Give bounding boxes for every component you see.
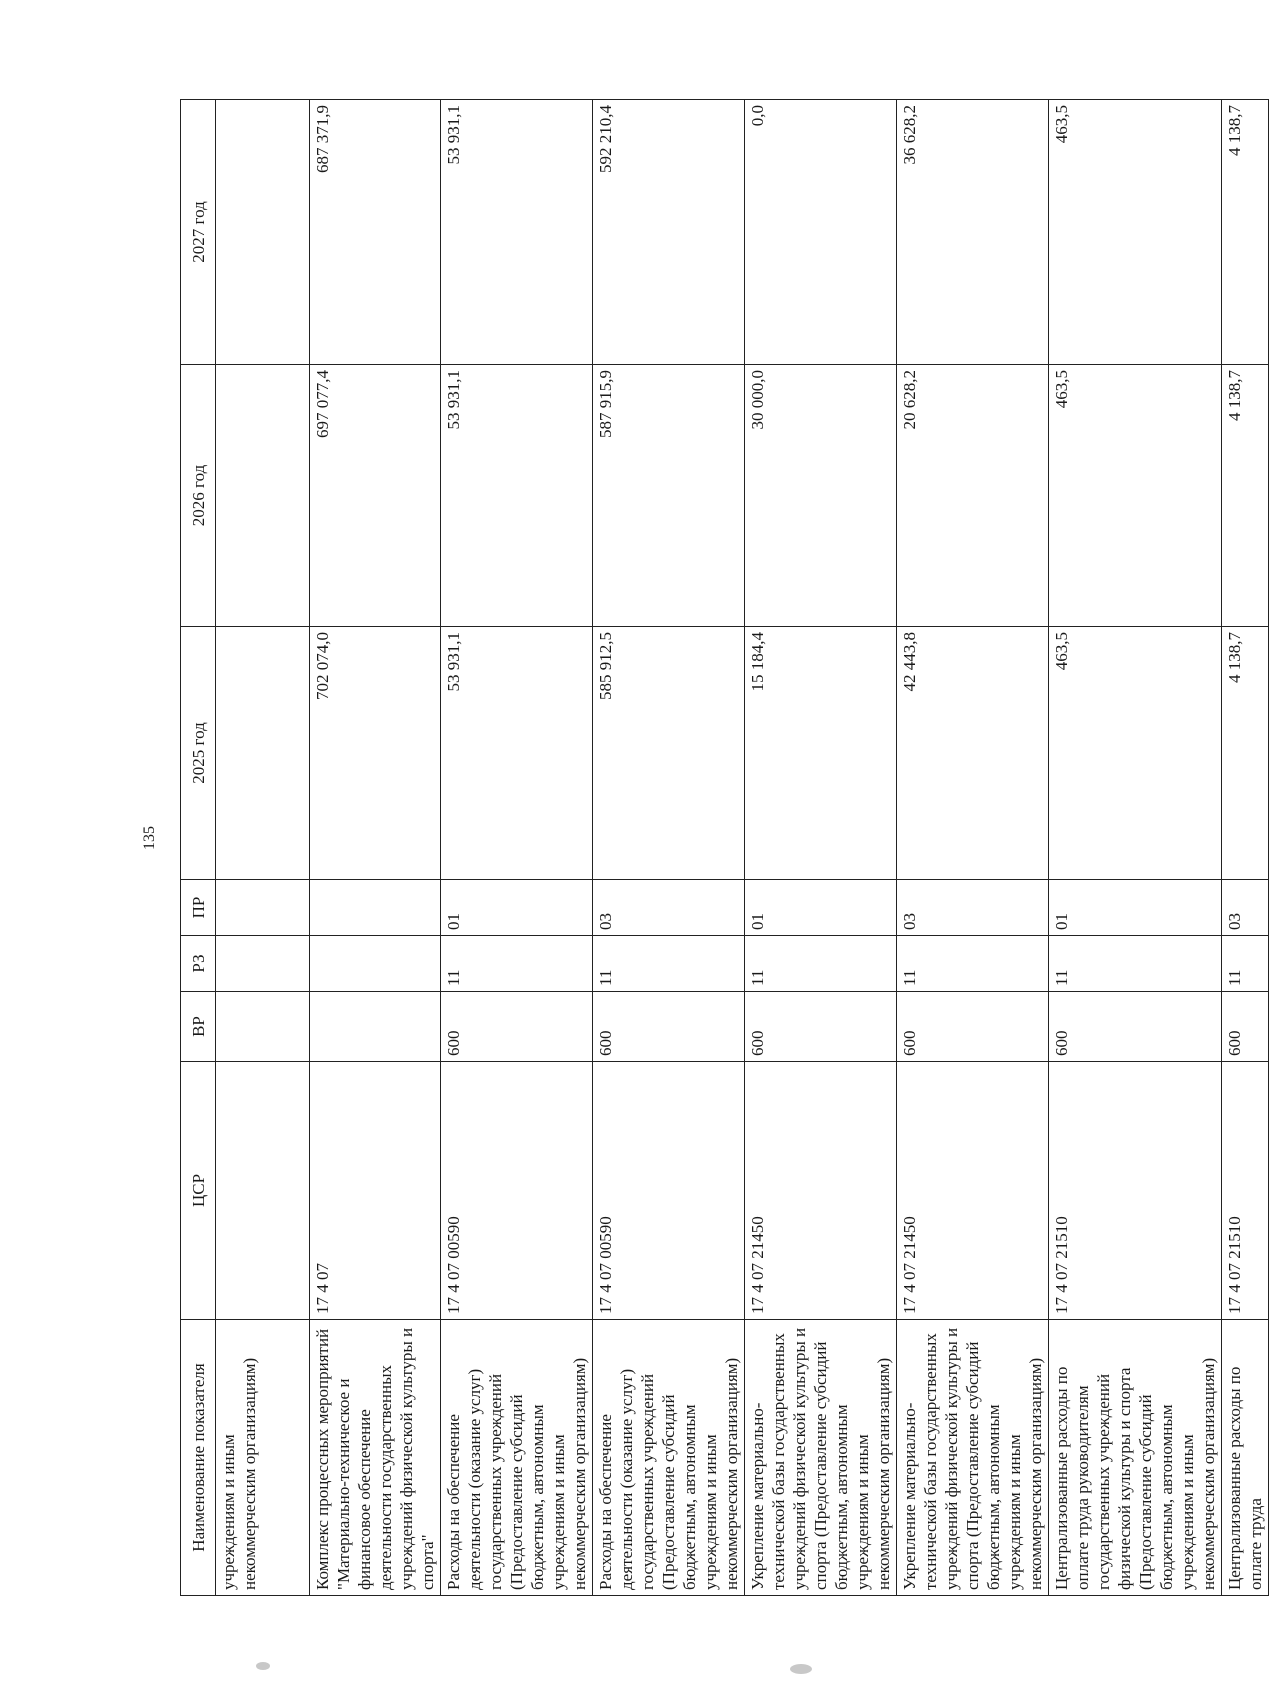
row-vr: 600 bbox=[1049, 992, 1222, 1062]
table-row bbox=[310, 100, 441, 1596]
row-rz: 11 bbox=[897, 936, 1049, 992]
row-2025: 4 138,7 bbox=[1222, 627, 1269, 880]
header-2027: 2027 год bbox=[181, 100, 216, 365]
table-row bbox=[745, 100, 897, 1596]
header-2025: 2025 год bbox=[181, 627, 216, 880]
row-pr: 01 bbox=[745, 880, 897, 936]
row-name: Централизованные расходы по оплате труда руководителям государственных учреждений физической культуры и спорта (Предоставление субсидий бюджетным, автономным учреждениям и иным некоммерческим организациям) bbox=[1049, 1320, 1222, 1596]
page-number: 135 bbox=[141, 826, 158, 850]
row-2027: 53 931,1 bbox=[441, 100, 593, 365]
row-pr: 01 bbox=[441, 880, 593, 936]
row-pr: 03 bbox=[897, 880, 1049, 936]
row-csr bbox=[216, 1062, 310, 1320]
row-rz: 11 bbox=[745, 936, 897, 992]
row-vr: 600 bbox=[1222, 992, 1269, 1062]
scan-speck bbox=[256, 1662, 270, 1670]
header-vr: ВР bbox=[181, 992, 216, 1062]
row-2026: 30 000,0 bbox=[745, 365, 897, 627]
table-row bbox=[1049, 100, 1222, 1596]
table-row bbox=[897, 100, 1049, 1596]
row-csr: 17 4 07 00590 bbox=[441, 1062, 593, 1320]
table-header-row bbox=[181, 100, 216, 1596]
row-rz: 11 bbox=[441, 936, 593, 992]
scan-speck bbox=[790, 1664, 812, 1674]
row-2025: 463,5 bbox=[1049, 627, 1222, 880]
row-2027: 4 138,7 bbox=[1222, 100, 1269, 365]
row-2027 bbox=[216, 100, 310, 365]
row-2027: 592 210,4 bbox=[593, 100, 745, 365]
row-2026: 463,5 bbox=[1049, 365, 1222, 627]
row-2025 bbox=[216, 627, 310, 880]
row-2025: 53 931,1 bbox=[441, 627, 593, 880]
rotated-table-container bbox=[180, 100, 1265, 1596]
row-2027: 463,5 bbox=[1049, 100, 1222, 365]
header-name: Наименование показателя bbox=[181, 1320, 216, 1596]
row-2026: 4 138,7 bbox=[1222, 365, 1269, 627]
row-2026: 20 628,2 bbox=[897, 365, 1049, 627]
row-csr: 17 4 07 bbox=[310, 1062, 441, 1320]
row-csr: 17 4 07 21450 bbox=[745, 1062, 897, 1320]
row-csr: 17 4 07 21510 bbox=[1049, 1062, 1222, 1320]
row-vr: 600 bbox=[441, 992, 593, 1062]
row-2026: 697 077,4 bbox=[310, 365, 441, 627]
row-2027: 0,0 bbox=[745, 100, 897, 365]
row-rz bbox=[216, 936, 310, 992]
header-pr: ПР bbox=[181, 880, 216, 936]
row-rz bbox=[310, 936, 441, 992]
row-2025: 702 074,0 bbox=[310, 627, 441, 880]
row-name: учреждениям и иным некоммерческим организациям) bbox=[216, 1320, 310, 1596]
row-name: Укрепление материально-технической базы государственных учреждений физической культуры и спорта (Предоставление субсидий бюджетным, автономным учреждениям и иным некоммерческим организациям) bbox=[897, 1320, 1049, 1596]
budget-table bbox=[180, 99, 1269, 1596]
row-pr: 01 bbox=[1049, 880, 1222, 936]
row-vr bbox=[310, 992, 441, 1062]
row-vr bbox=[216, 992, 310, 1062]
header-rz: РЗ bbox=[181, 936, 216, 992]
row-name: Укрепление материально-технической базы государственных учреждений физической культуры и спорта (Предоставление субсидий бюджетным, автономным учреждениям и иным некоммерческим организациям) bbox=[745, 1320, 897, 1596]
table-row bbox=[1222, 100, 1269, 1596]
row-name: Комплекс процессных мероприятий "Материально-техническое и финансовое обеспечение деятельности государственных учреждений физической культуры и спорта" bbox=[310, 1320, 441, 1596]
row-2025: 42 443,8 bbox=[897, 627, 1049, 880]
row-vr: 600 bbox=[897, 992, 1049, 1062]
row-2025: 15 184,4 bbox=[745, 627, 897, 880]
row-rz: 11 bbox=[593, 936, 745, 992]
table-row bbox=[593, 100, 745, 1596]
row-vr: 600 bbox=[593, 992, 745, 1062]
header-csr: ЦСР bbox=[181, 1062, 216, 1320]
row-2026: 587 915,9 bbox=[593, 365, 745, 627]
row-pr bbox=[310, 880, 441, 936]
row-name: Расходы на обеспечение деятельности (оказание услуг) государственных учреждений (Предоставление субсидий бюджетным, автономным учреждениям и иным некоммерческим организациям) bbox=[593, 1320, 745, 1596]
row-2026: 53 931,1 bbox=[441, 365, 593, 627]
row-csr: 17 4 07 21510 bbox=[1222, 1062, 1269, 1320]
row-rz: 11 bbox=[1222, 936, 1269, 992]
header-2026: 2026 год bbox=[181, 365, 216, 627]
row-pr: 03 bbox=[1222, 880, 1269, 936]
row-2027: 36 628,2 bbox=[897, 100, 1049, 365]
table-row bbox=[441, 100, 593, 1596]
row-name: Централизованные расходы по оплате труда bbox=[1222, 1320, 1269, 1596]
row-2025: 585 912,5 bbox=[593, 627, 745, 880]
row-pr bbox=[216, 880, 310, 936]
row-pr: 03 bbox=[593, 880, 745, 936]
table-row bbox=[216, 100, 310, 1596]
row-2027: 687 371,9 bbox=[310, 100, 441, 365]
row-name: Расходы на обеспечение деятельности (оказание услуг) государственных учреждений (Предоставление субсидий бюджетным, автономным учреждениям и иным некоммерческим организациям) bbox=[441, 1320, 593, 1596]
row-csr: 17 4 07 00590 bbox=[593, 1062, 745, 1320]
row-vr: 600 bbox=[745, 992, 897, 1062]
row-csr: 17 4 07 21450 bbox=[897, 1062, 1049, 1320]
row-2026 bbox=[216, 365, 310, 627]
row-rz: 11 bbox=[1049, 936, 1222, 992]
